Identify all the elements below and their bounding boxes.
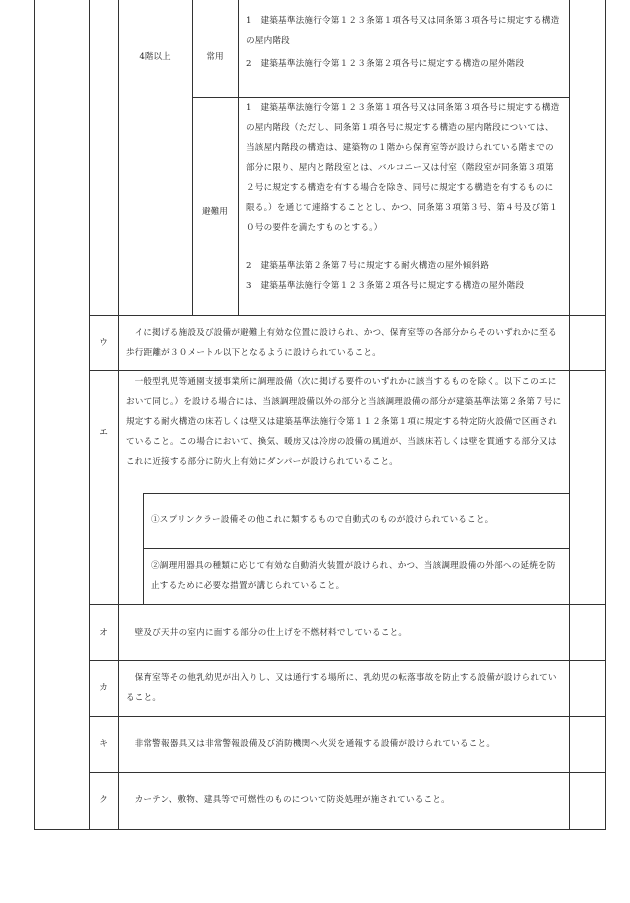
row-key-o: オ (99, 628, 108, 638)
outer-right-border (605, 0, 606, 829)
row-key-ku: ク (99, 795, 108, 805)
row-divider (89, 315, 606, 316)
row-key-ki: キ (99, 739, 108, 749)
key-text-divider (118, 315, 119, 829)
row-divider (89, 772, 606, 773)
check-column-border (569, 0, 570, 829)
row-divider (89, 604, 606, 605)
key-column-border (89, 0, 90, 829)
subbox-top-border (143, 493, 569, 494)
usage-label-evac: 避難用 (202, 207, 228, 217)
normal-item-2: 2 建築基準法施行令第１２３条第２項各号に規定する構造の屋外階段 (246, 59, 525, 69)
row-text-o: 壁及び天井の室内に面する部分の仕上げを不燃材料でしていること。 (134, 628, 408, 638)
row-key-ka: カ (99, 683, 108, 693)
normal-item-1: 1 建築基準法施行令第１２３条第１項各号又は同条第３項各号に規定する構造の屋内階段 (246, 16, 560, 46)
table-bottom-border (34, 829, 606, 830)
sub-item-2: ②調理用器具の種類に応じて有効な自動消火装置が設けられ、かつ、当該調理設備の外部への延焼を防止するために必要な措置が講じられていること。 (151, 561, 556, 591)
evac-item-2: 2 建築基準法第２条第７号に規定する耐火構造の屋外傾斜路 (246, 261, 490, 271)
evac-item-3: 3 建築基準法施行令第１２３条第２項各号に規定する構造の屋外階段 (246, 281, 525, 291)
evac-item-1: 1 建築基準法施行令第１２３条第１項各号又は同条第３項各号に規定する構造の屋内階段（ただし、同条第１項各号に規定する構造の屋内階段については、当該屋内階段の構造は、建築物の１階から保育室等が設けられている階までの部分に限り、屋内と階段室とは、バルコニー又は付室（階段室が同条第３項第２号に規定する構造を有する場合を除き、同号に規定する構造を有するものに限る。）を通じて連絡することとし、かつ、同条第３項第３号、第４号及び第１０号の要件を満たすものとする。） (246, 103, 560, 233)
row-text-ku: カーテン、敷物、建具等で可燃性のものについて防炎処理が施されていること。 (134, 795, 450, 805)
outer-left-border (34, 0, 35, 829)
row-divider (89, 370, 606, 371)
row-text-u: イに掲げる施設及び設備が避難上有効な位置に設けられ、かつ、保育室等の各部分からそのいずれかに至る歩行距離が３０メートル以下となるように設けられていること。 (126, 328, 557, 358)
row-text-ka: 保育室等その他乳幼児が出入りし、又は通行する場所に、乳幼児の転落事故を防止する設備が設けられていること。 (126, 673, 557, 703)
subbox-divider (143, 548, 569, 549)
subtable-left-border (118, 0, 119, 315)
usage-label-normal: 常用 (206, 52, 224, 62)
row-text-e: 一般型乳児等通園支援事業所に調理設備（次に掲げる要件のいずれかに該当するものを除く。以下このエにおいて同じ。）を設ける場合には、当該調理設備以外の部分と当該調理設備の部分が建築基準法第２条第７号に規定する耐火構造の床若しくは壁又は建築基準法施行令第１１２条第１項に規定する特定防火設備で区画されていること。この場合において、換気、暖房又は冷房の設備の風道が、当該床若しくは壁を貫通する部分又はこれに近接する部分に防火上有効にダンパーが設けられていること。 (126, 377, 562, 467)
usage-column-border (238, 0, 239, 315)
row-key-e: エ (99, 428, 108, 438)
floor-column-border (192, 0, 193, 315)
sub-item-1: ①スプリンクラー設備その他これに類するもので自動式のものが設けられていること。 (151, 515, 494, 525)
row-key-u: ウ (99, 338, 108, 348)
row-text-ki: 非常警報器具又は非常警報設備及び消防機関へ火災を通報する設備が設けられていること。 (134, 739, 496, 749)
floor-label: 4階以上 (139, 52, 171, 62)
row-divider (89, 716, 606, 717)
row-divider (89, 660, 606, 661)
